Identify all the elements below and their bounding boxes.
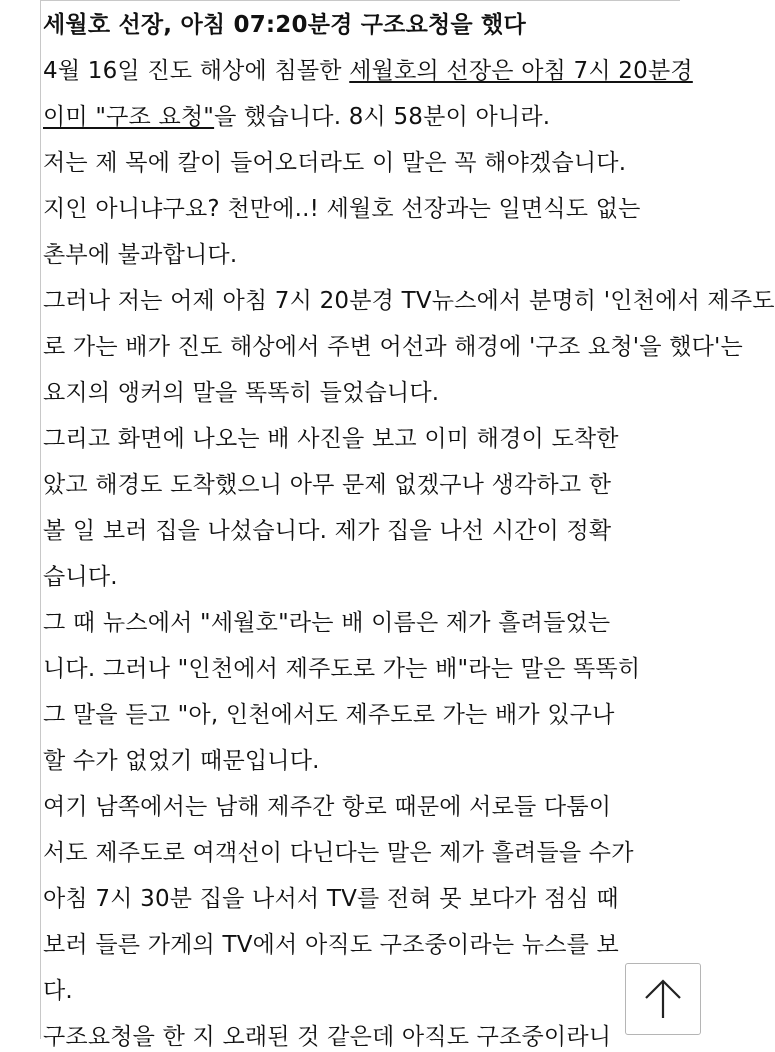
article-line	[43, 194, 641, 224]
text-segment: 촌부에 불과합니다.	[43, 242, 238, 268]
article-line	[43, 746, 320, 776]
text-segment: 그 말을 듣고 "아, 인천에서도 제주도로 가는 배가 있구나	[43, 702, 615, 728]
text-segment: 그러나 저는 어제 아침 7시 20분경 TV뉴스에서 분명히 '인천에서 제주도	[43, 288, 775, 314]
underlined-text: 이미 "구조 요청"	[43, 104, 215, 130]
article-line	[43, 654, 640, 684]
text-segment: 볼 일 보러 집을 나섰습니다. 제가 집을 나선 시간이 정확	[43, 518, 612, 544]
article-line	[43, 884, 619, 914]
text-segment: 아침 7시 30분 집을 나서서 TV를 전혀 못 보다가 점심 때	[43, 886, 619, 912]
text-segment: 그 때 뉴스에서 "세월호"라는 배 이름은 제가 흘려들었는	[43, 610, 611, 636]
article-line	[43, 608, 610, 638]
underlined-text: 세월호의 선장은 아침 7시 20분경	[349, 58, 693, 84]
article-line	[43, 56, 693, 86]
text-segment: 보러 들른 가게의 TV에서 아직도 구조중이라는 뉴스를 보	[43, 932, 619, 958]
article-line	[43, 516, 611, 546]
text-segment: 다.	[43, 978, 73, 1004]
scroll-to-top-button[interactable]	[625, 963, 701, 1035]
article-line	[43, 332, 743, 362]
article-title: 세월호 선장, 아침 07:20분경 구조요청을 했다	[43, 12, 526, 38]
text-segment: 요지의 앵커의 말을 똑똑히 들었습니다.	[43, 380, 440, 406]
text-segment: 구조요청을 한 지 오래된 것 같은데 아직도 구조중이라니	[43, 1024, 612, 1050]
text-segment: 을 했습니다. 8시 58분이 아니라.	[214, 104, 551, 130]
article-line	[43, 470, 611, 500]
text-segment: 할 수가 없었기 때문입니다.	[43, 748, 320, 774]
text-segment: 로 가는 배가 진도 해상에서 주변 어선과 해경에 '구조 요청'을 했다'는	[43, 334, 743, 360]
article-line	[43, 838, 634, 868]
text-segment: 여기 남쪽에서는 남해 제주간 항로 때문에 서로들 다툼이	[43, 794, 612, 820]
article-line	[43, 976, 73, 1006]
text-segment: 지인 아니냐구요? 천만에..! 세월호 선장과는 일면식도 없는	[43, 196, 641, 222]
article-line	[43, 378, 439, 408]
text-segment: 습니다.	[43, 564, 118, 590]
text-segment: 서도 제주도로 여객선이 다닌다는 말은 제가 흘려들을 수가	[43, 840, 634, 866]
article-line	[43, 102, 550, 132]
article-body	[40, 0, 775, 1050]
article-line	[43, 148, 626, 178]
article-line	[43, 930, 619, 960]
text-segment: 저는 제 목에 칼이 들어오더라도 이 말은 꼭 해야겠습니다.	[43, 150, 627, 176]
article-line	[43, 792, 611, 822]
article-line	[43, 700, 615, 730]
arrow-up-icon	[643, 978, 683, 1020]
article-line	[43, 424, 619, 454]
text-segment: 그리고 화면에 나오는 배 사진을 보고 이미 해경이 도착한	[43, 426, 619, 452]
article-line	[43, 240, 237, 270]
text-segment: 았고 해경도 도착했으니 아무 문제 없겠구나 생각하고 한	[43, 472, 612, 498]
text-segment: 4월 16일 진도 해상에 침몰한	[43, 58, 350, 84]
article-line	[43, 1022, 611, 1052]
article-line	[43, 286, 775, 316]
text-segment: 니다. 그러나 "인천에서 제주도로 가는 배"라는 말은 똑똑히	[43, 656, 641, 682]
article-line	[43, 562, 118, 592]
